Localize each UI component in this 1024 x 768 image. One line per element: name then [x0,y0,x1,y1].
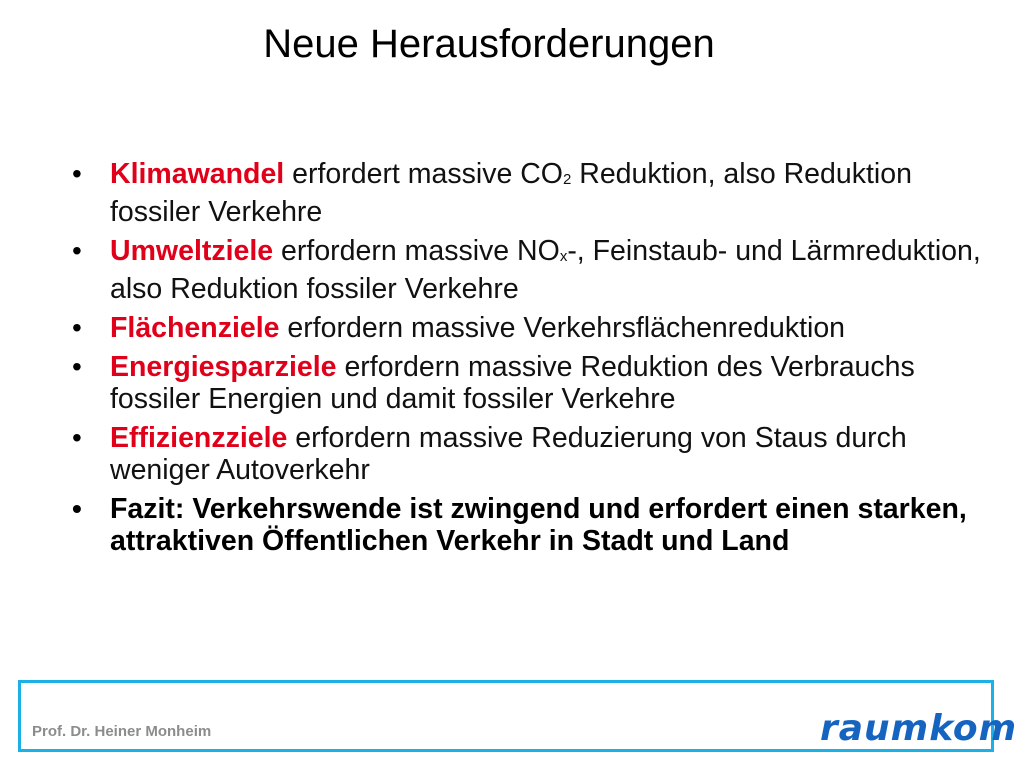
bullet-subscript: x [559,248,568,265]
raumkom-logo: raumkom [820,708,1018,749]
bullet-text: erfordert massive CO [284,158,563,190]
bullet-keyword: Energiesparziele [110,351,337,383]
bullet-text: -, Feinstaub- und Lärmreduktion, also Reduktion fossiler Verkehre [110,235,981,305]
bullet-keyword: Flächenziele [110,312,280,344]
bullet-keyword: Klimawandel [110,158,285,190]
bullet-text: erfordern massive Reduktion des Verbrauchs fossiler Energien und damit fossiler Verkehre [110,351,915,415]
bullet-item-fazit [72,493,992,557]
bullet-text: erfordern massive NO [273,235,560,267]
bullet-item-umweltziele [72,235,992,305]
bullet-text: erfordern massive Verkehrsflächenreduktion [279,312,846,344]
bullet-item-flaechenziele [72,312,992,344]
bullet-keyword: Effizienzziele [110,422,288,454]
bullet-item-klimawandel [72,158,992,228]
bullet-text: Reduktion, also Reduktion fossiler Verkehre [110,158,912,228]
footer-author: Prof. Dr. Heiner Monheim [32,723,212,740]
bullet-item-energiesparziele [72,351,992,415]
bullet-keyword: Umweltziele [110,235,274,267]
bullet-list [72,158,992,564]
bullet-subscript: 2 [562,171,572,188]
bullet-text: Fazit: Verkehrswende ist zwingend und erfordert einen starken, attraktiven Öffentlichen Verkehr in Stadt und Land [110,493,967,557]
bullet-text: erfordern massive Reduzierung von Staus durch weniger Autoverkehr [110,422,907,486]
bullet-item-effizienzziele [72,422,992,486]
slide-title: Neue Herausforderungen [263,22,715,66]
